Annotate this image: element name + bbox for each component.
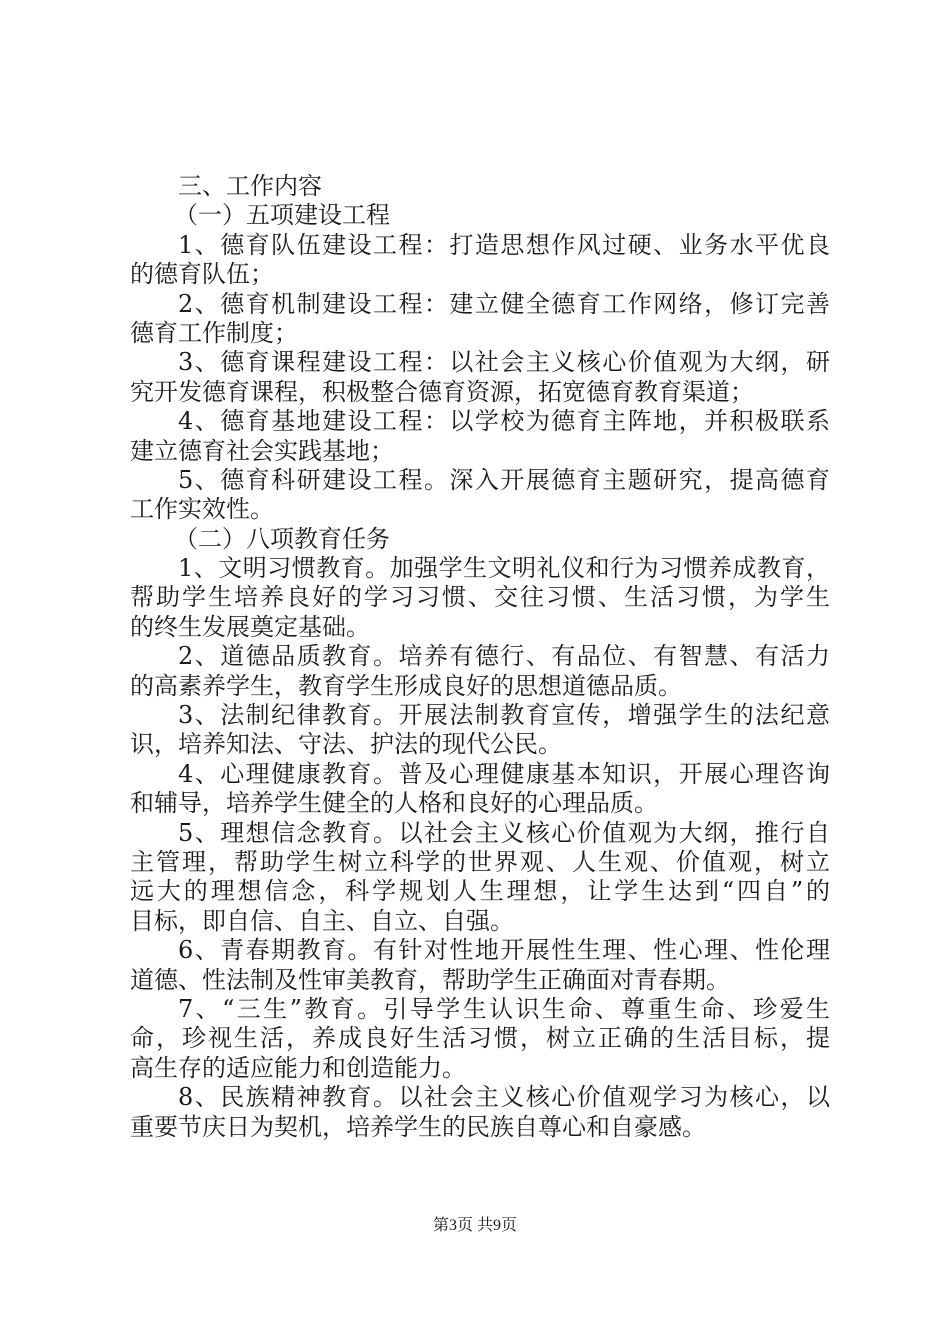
paragraph-line: 5、德育科研建设工程。深入开展德育主题研究，提高德育	[178, 465, 830, 494]
paragraph-line: 1、德育队伍建设工程：打造思想作风过硬、业务水平优良	[178, 230, 830, 259]
paragraph-line: 高生存的适应能力和创造能力。	[130, 1053, 466, 1082]
paragraph-line: 道德、性法制及性审美教育，帮助学生正确面对青春期。	[130, 965, 730, 994]
paragraph-line: 命，珍视生活，养成良好生活习惯，树立正确的生活目标，提	[130, 1024, 830, 1053]
paragraph-line: 建立德育社会实践基地；	[130, 436, 394, 465]
paragraph-line: 的终生发展奠定基础。	[130, 612, 370, 641]
paragraph-line: 6、青春期教育。有针对性地开展性生理、性心理、性伦理	[178, 936, 830, 965]
paragraph-line: 远大的理想信念，科学规划人生理想，让学生达到“四自”的	[130, 877, 830, 906]
paragraph-item	[130, 466, 830, 525]
paragraph-line: 帮助学生培养良好的学习习惯、交往习惯、生活习惯，为学生	[130, 583, 830, 612]
paragraph-line: 和辅导，培养学生健全的人格和良好的心理品质。	[130, 789, 658, 818]
paragraph-line: 2、道德品质教育。培养有德行、有品位、有智慧、有活力	[178, 642, 830, 671]
subsection-title-2: （二）八项教育任务	[174, 524, 390, 553]
paragraph-line: 目标，即自信、自主、自立、自强。	[130, 906, 514, 935]
paragraph-line: 重要节庆日为契机，培养学生的民族自尊心和自豪感。	[130, 1112, 706, 1141]
paragraph-line: 的高素养学生，教育学生形成良好的思想道德品质。	[130, 671, 682, 700]
page-number-footer: 第3页 共9页	[432, 1217, 517, 1234]
paragraph-line: 5、理想信念教育。以社会主义核心价值观为大纲，推行自	[178, 818, 830, 847]
section-heading: 三、工作内容	[178, 172, 322, 200]
paragraph-line: 1、文明习惯教育。加强学生文明礼仪和行为习惯养成教育，	[178, 554, 830, 583]
paragraph-item	[130, 231, 830, 290]
paragraph-item	[130, 936, 830, 995]
paragraph-item	[130, 760, 830, 819]
subsection-title-1: （一）五项建设工程	[174, 201, 390, 230]
paragraph-line: 究开发德育课程，积极整合德育资源，拓宽德育教育渠道；	[130, 377, 754, 406]
paragraph-line: 7、“三生”教育。引导学生认识生命、尊重生命、珍爱生	[178, 994, 830, 1023]
paragraph-line: 8、民族精神教育。以社会主义核心价值观学习为核心，以	[178, 1083, 830, 1112]
paragraph-line: 工作实效性。	[130, 495, 274, 524]
paragraph-item	[130, 701, 830, 760]
document-body	[130, 172, 830, 1142]
paragraph-line: 3、德育课程建设工程：以社会主义核心价值观为大纲，研	[178, 348, 830, 377]
paragraph-line: 4、德育基地建设工程：以学校为德育主阵地，并积极联系	[178, 407, 830, 436]
paragraph-line: 4、心理健康教育。普及心理健康基本知识，开展心理咨询	[178, 759, 830, 788]
paragraph-item	[130, 819, 830, 937]
section2-items	[130, 554, 830, 1142]
section1-items	[130, 231, 830, 525]
paragraph-item	[130, 407, 830, 466]
paragraph-item	[130, 995, 830, 1083]
paragraph-line: 德育工作制度；	[130, 318, 298, 347]
paragraph-item	[130, 290, 830, 349]
paragraph-line: 2、德育机制建设工程：建立健全德育工作网络，修订完善	[178, 289, 830, 318]
paragraph-item	[130, 348, 830, 407]
paragraph-line: 主管理，帮助学生树立科学的世界观、人生观、价值观，树立	[130, 847, 830, 876]
paragraph-line: 的德育队伍；	[130, 260, 274, 289]
paragraph-item	[130, 554, 830, 642]
paragraph-item	[130, 642, 830, 701]
paragraph-line: 3、法制纪律教育。开展法制教育宣传，增强学生的法纪意	[178, 701, 830, 730]
paragraph-item	[130, 1083, 830, 1142]
paragraph-line: 识，培养知法、守法、护法的现代公民。	[130, 730, 562, 759]
